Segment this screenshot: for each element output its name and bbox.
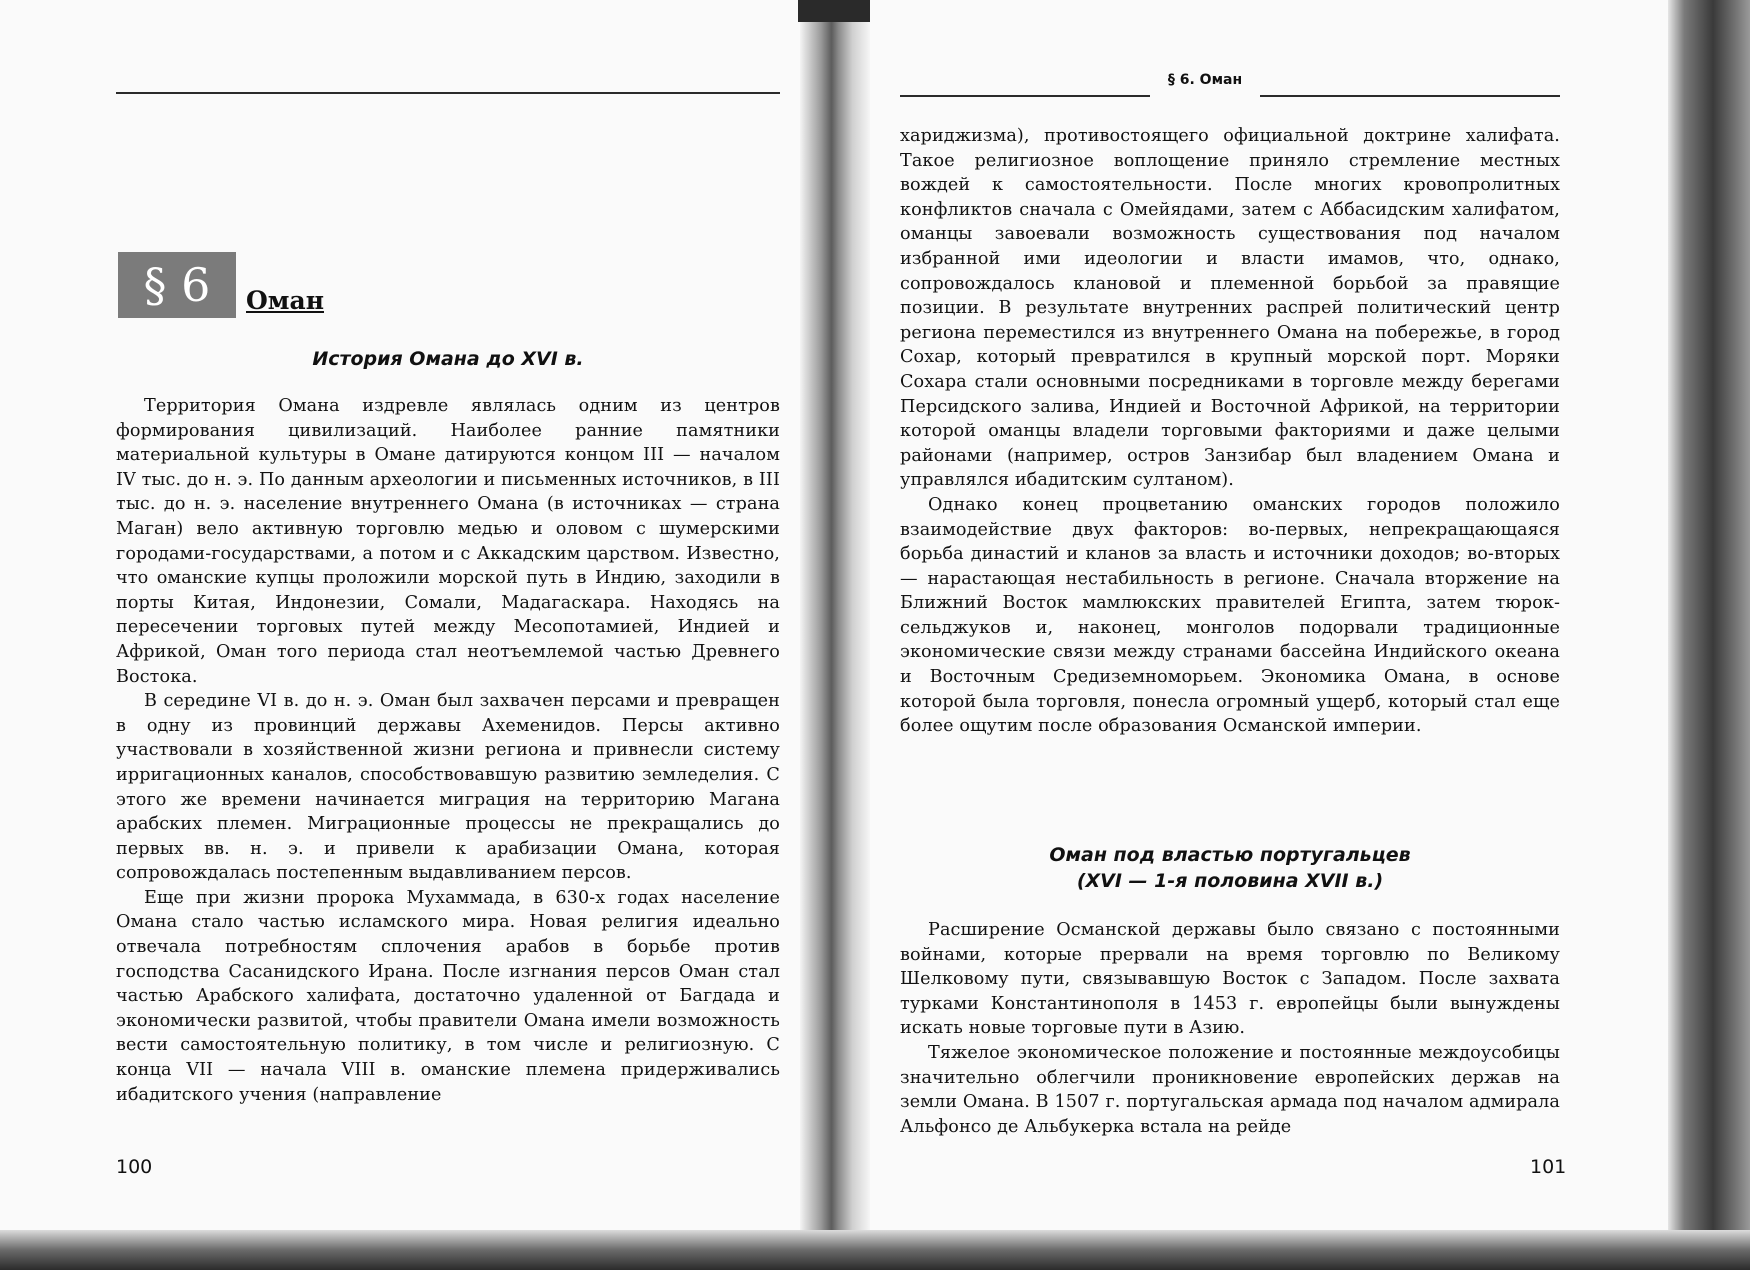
paragraph: Тяжелое экономическое положение и постоянные междоусобицы значительно облегчили проникновение европейских держав на земли Омана. В 1507 г. португальская армада под началом адмирала Альфонсо де Альбукерка встала на рейде <box>900 1042 1560 1137</box>
running-head: § 6. Оман <box>1167 72 1243 88</box>
right-header-rule-right <box>1260 95 1560 97</box>
book-binding <box>800 0 870 1270</box>
right-subheading <box>900 842 1560 894</box>
subheading-line: Оман под властью португальцев <box>1049 844 1411 866</box>
left-page-number: 100 <box>116 1156 153 1178</box>
paragraph: Расширение Османской державы было связано с постоянными войнами, которые прервали на время торговлю по Великому Шелковому пути, связывавшую Восток с Западом. После захвата турками Константинополя в 1453 г. европейцы были вынуждены искать новые торговые пути в Азию. <box>900 920 1560 1039</box>
right-page-body-bottom <box>900 918 1560 1139</box>
section-title: Оман <box>246 286 324 315</box>
page-edge-shadow <box>1668 0 1750 1270</box>
right-header-rule-left <box>900 95 1150 97</box>
left-header-rule <box>116 92 780 94</box>
section-number-badge: § 6 <box>118 252 236 318</box>
binding-top-shadow <box>798 0 870 22</box>
paragraph: Однако конец процветанию оманских городов положило взаимодействие двух факторов: во-первых, непрекращающаяся борьба династий и кланов за власть и источники доходов; во-вторых — нарастающая нестабильность в регионе. Сначала вторжение на Ближний Восток мамлюкских правителей Египта, затем тюрок-сельджуков и, наконец, монголов подорвали традиционные экономические связи между странами бассейна Индийского океана и Восточным Средиземноморьем. Экономика Омана, в основе которой была торговля, понесла огромный ущерб, который стал еще более ощутим после образования Османской империи. <box>900 494 1560 737</box>
right-page-body-top <box>900 124 1560 739</box>
subheading-line: (XVI — 1-я половина XVII в.) <box>1076 870 1384 892</box>
paragraph: Еще при жизни пророка Мухаммада, в 630-х годах население Омана стало частью исламского мира. Новая религия идеально отвечала потребностям сплочения арабов в борьбе против господства Сасанидского Ирана. После изгнания персов Оман стал частью Арабского халифата, достаточно удаленной от Багдада и экономически развитой, чтобы правители Омана имели возможность вести самостоятельную политику, в том числе и религиозную. С конца VII — начала VIII в. оманские племена придерживались ибадитского учения (направление <box>116 887 780 1105</box>
left-subheading: История Омана до XVI в. <box>312 348 584 370</box>
right-page-number: 101 <box>1530 1156 1567 1178</box>
left-page-body <box>116 394 780 1107</box>
paragraph: В середине VI в. до н. э. Оман был захвачен персами и превращен в одну из провинций державы Ахеменидов. Персы активно участвовали в хозяйственной жизни региона и привнесли систему ирригационных каналов, способствовавшую развитию земледелия. С этого же времени начинается миграция на территорию Магана арабских племен. Миграционные процессы не прекращались до первых вв. н. э. и привели к арабизации Омана, которая сопровождалась постепенным выдавливанием персов. <box>116 691 780 884</box>
paragraph: хариджизма), противостоящего официальной доктрине халифата. Такое религиозное воплощение приняло стремление местных вождей к самостоятельности. После многих кровопролитных конфликтов сначала с Омейядами, затем с Аббасидским халифатом, оманцы завоевали возможность существования под началом избранной ими идеологии и власти имамов, что, однако, сопровождалось клановой и племенной борьбой за правящие позиции. В результате внутренних распрей политический центр региона переместился из внутреннего Омана на побережье, в город Сохар, который превратился в крупный морской порт. Моряки Сохара стали основными посредниками в торговле между берегами Персидского залива, Индией и Восточной Африкой, на территории которой оманцы владели торговыми факториями и даже целыми районами (например, остров Занзибар был владением Омана и управлялся ибадитским султаном). <box>900 126 1560 491</box>
paragraph: Территория Омана издревле являлась одним из центров формирования цивилизаций. Наиболее ранние памятники материальной культуры в Омане датируются концом III — началом IV тыс. до н. э. По данным археологии и письменных источников, в III тыс. до н. э. население внутреннего Омана (в источниках — страна Маган) вело активную торговлю медью и оловом с шумерскими городами-государствами, а потом и с Аккадским царством. Известно, что оманские купцы проложили морской путь в Индию, заходили в порты Китая, Индонезии, Сомали, Мадагаскара. Находясь на пересечении торговых путей между Месопотамией, Индией и Африкой, Оман того периода стал неотъемлемой частью Древнего Востока. <box>116 396 780 687</box>
bottom-edge-shadow <box>0 1230 1750 1270</box>
